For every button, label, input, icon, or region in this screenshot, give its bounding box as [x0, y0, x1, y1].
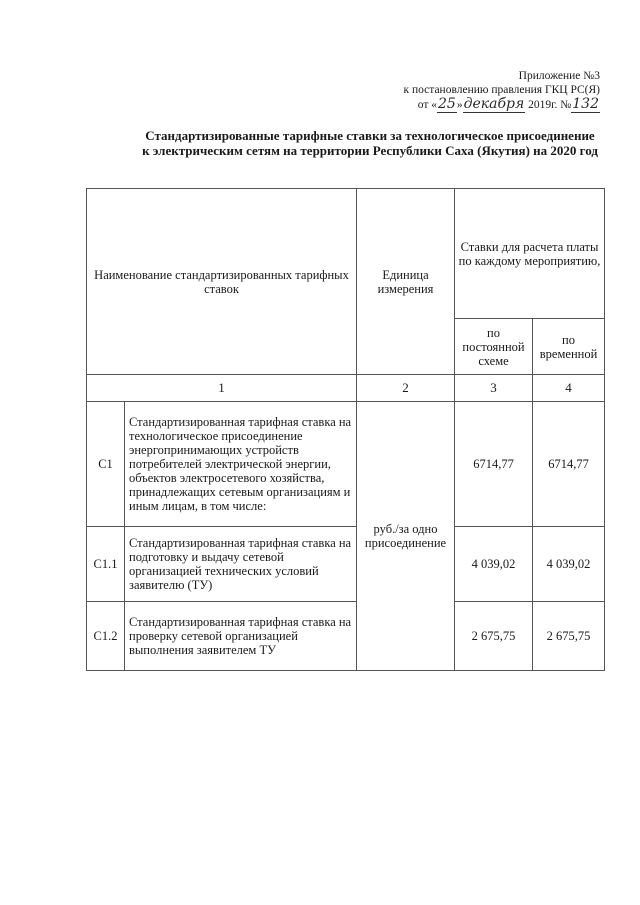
handwritten-month: декабря [463, 96, 525, 112]
index-cell-2: 2 [357, 375, 455, 402]
row-description: Стандартизированная тарифная ставка на подготовку и выдачу сетевой организацией технических условий заявителю (ТУ) [125, 527, 357, 602]
header-name: Наименование стандартизированных тарифных ставок [87, 189, 357, 375]
index-cell-4: 4 [533, 375, 605, 402]
date-year: 2019г. № [528, 99, 572, 111]
row-code: С1.1 [87, 527, 125, 602]
index-cell-1: 1 [87, 375, 357, 402]
table-row [87, 402, 605, 527]
header-unit: Единица измерения [357, 189, 455, 375]
header-permanent: по постоянной схеме [455, 319, 533, 375]
header-rates: Ставки для расчета платы по каждому мероприятию, [455, 189, 605, 319]
date-prefix: от « [417, 99, 437, 111]
table-row [87, 527, 605, 602]
row-permanent-value: 6714,77 [455, 402, 533, 527]
index-row [87, 375, 605, 402]
row-temporary-value: 2 675,75 [533, 602, 605, 671]
row-temporary-value: 4 039,02 [533, 527, 605, 602]
row-description: Стандартизированная тарифная ставка на проверку сетевой организацией выполнения заявителем ТУ [125, 602, 357, 671]
appendix-date-line [404, 97, 600, 112]
tariff-table [86, 188, 605, 671]
table-row [87, 602, 605, 671]
row-description: Стандартизированная тарифная ставка на технологическое присоединение энергопринимающих устройств потребителей электрической энергии, объектов электросетевого хозяйства, принадлежащих сетевым организациям и иным лицам, в том числе: [125, 402, 357, 527]
handwritten-day: 25 [438, 96, 456, 112]
index-cell-3: 3 [455, 375, 533, 402]
row-temporary-value: 6714,77 [533, 402, 605, 527]
handwritten-number: 132 [572, 96, 599, 112]
row-permanent-value: 2 675,75 [455, 602, 533, 671]
date-mid: » [456, 99, 463, 111]
row-code: С1.2 [87, 602, 125, 671]
row-code: С1 [87, 402, 125, 527]
document-title: Стандартизированные тарифные ставки за технологическое присоединение к электрическим сетям на территории Республики Саха (Якутия) на 2020 год [142, 128, 598, 158]
appendix-decree: к постановлению правления ГКЦ РС(Я) [403, 84, 600, 96]
appendix-block [404, 69, 600, 112]
header-temporary: по временной [533, 319, 605, 375]
row-permanent-value: 4 039,02 [455, 527, 533, 602]
unit-value: руб./за одно присоединение [357, 402, 455, 671]
appendix-number: Приложение №3 [518, 70, 600, 82]
